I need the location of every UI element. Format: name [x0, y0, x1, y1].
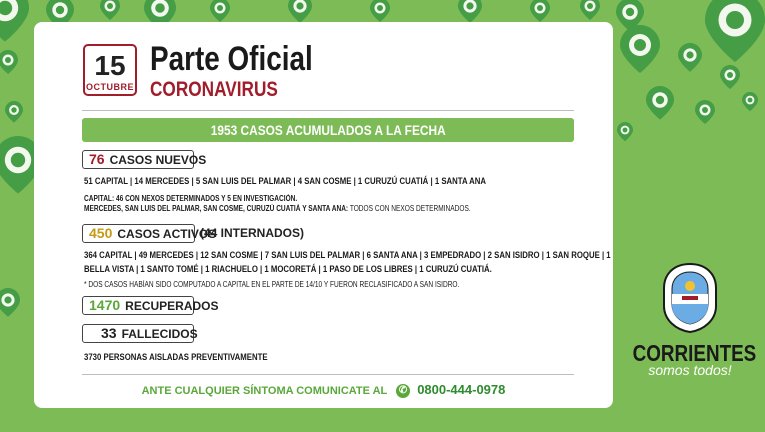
page-title: Parte Oficial: [150, 40, 313, 78]
new-cases-label: CASOS NUEVOS: [109, 153, 207, 167]
page-subtitle: CORONAVIRUS: [150, 78, 278, 101]
new-cases-note-1: CAPITAL: 46 CON NEXOS DETERMINADOS Y 5 EN INVESTIGACIÓN.: [84, 194, 298, 203]
recovered-box: [82, 296, 219, 315]
date-month: OCTUBRE: [86, 82, 134, 92]
date-badge: [83, 44, 137, 96]
isolated-people: 3730 PERSONAS AISLADAS PREVENTIVAMENTE: [84, 352, 268, 363]
active-cases-box: [82, 224, 217, 243]
new-cases-detail: 51 CAPITAL | 14 MERCEDES | 5 SAN LUIS DEL PALMAR | 4 SAN COSME | 1 CURUZÚ CUATIÁ | 1 SANTA ANA: [84, 176, 487, 187]
new-cases-count: 76: [89, 151, 105, 167]
accumulated-banner: [82, 118, 574, 142]
corrientes-logo: [620, 262, 760, 387]
accumulated-text: 1953 CASOS ACUMULADOS A LA FECHA: [210, 122, 446, 138]
date-day: 15: [94, 50, 126, 81]
new-cases-box: [82, 150, 207, 169]
active-cases-label: CASOS ACTIVOS: [117, 227, 217, 241]
recovered-count: 1470: [89, 297, 121, 313]
brand-name: CORRIENTES: [632, 340, 757, 366]
new-cases-note-2: MERCEDES, SAN LUIS DEL PALMAR, SAN COSME, CURUZÚ CUATIÁ Y SANTA ANA: TODOS CON NEXOS DETERMINADOS.: [84, 204, 471, 213]
brand-tagline: somos todos!: [648, 362, 732, 378]
provincial-seal-icon: [660, 262, 720, 334]
deaths-label: FALLECIDOS: [121, 327, 198, 341]
active-cases-count: 450: [89, 225, 113, 241]
phone-icon: ✆: [396, 384, 410, 398]
hotline-text: ANTE CUALQUIER SÍNTOMA COMUNICATE AL: [141, 385, 388, 397]
divider-top: [82, 110, 574, 111]
deaths-box: [82, 324, 198, 343]
active-cases-detail-2: BELLA VISTA | 1 SANTO TOMÉ | 1 RIACHUELO | 1 MOCORETÁ | 1 PASO DE LOS LIBRES | 1 CURUZÚ CUATIÁ.: [84, 264, 492, 275]
hospitalized-count: (44 INTERNADOS): [200, 226, 305, 240]
deaths-count: 33: [101, 325, 117, 341]
active-cases-note: * DOS CASOS HABÍAN SIDO COMPUTADO A CAPITAL EN EL PARTE DE 14/10 Y FUERON RECLASIFICADO A SAN ISIDRO.: [84, 280, 460, 289]
divider-bottom: [82, 374, 574, 375]
report-card: [34, 22, 613, 408]
recovered-label: RECUPERADOS: [125, 299, 219, 313]
hotline-number[interactable]: 0800-444-0978: [417, 382, 506, 397]
hotline-footer: [34, 382, 613, 398]
active-cases-detail-1: 364 CAPITAL | 49 MERCEDES | 12 SAN COSME | 7 SAN LUIS DEL PALMAR | 6 SANTA ANA | 3 EMPEDRADO | 2 SAN ISIDRO | 1 SAN ROQUE | 1: [84, 250, 611, 261]
